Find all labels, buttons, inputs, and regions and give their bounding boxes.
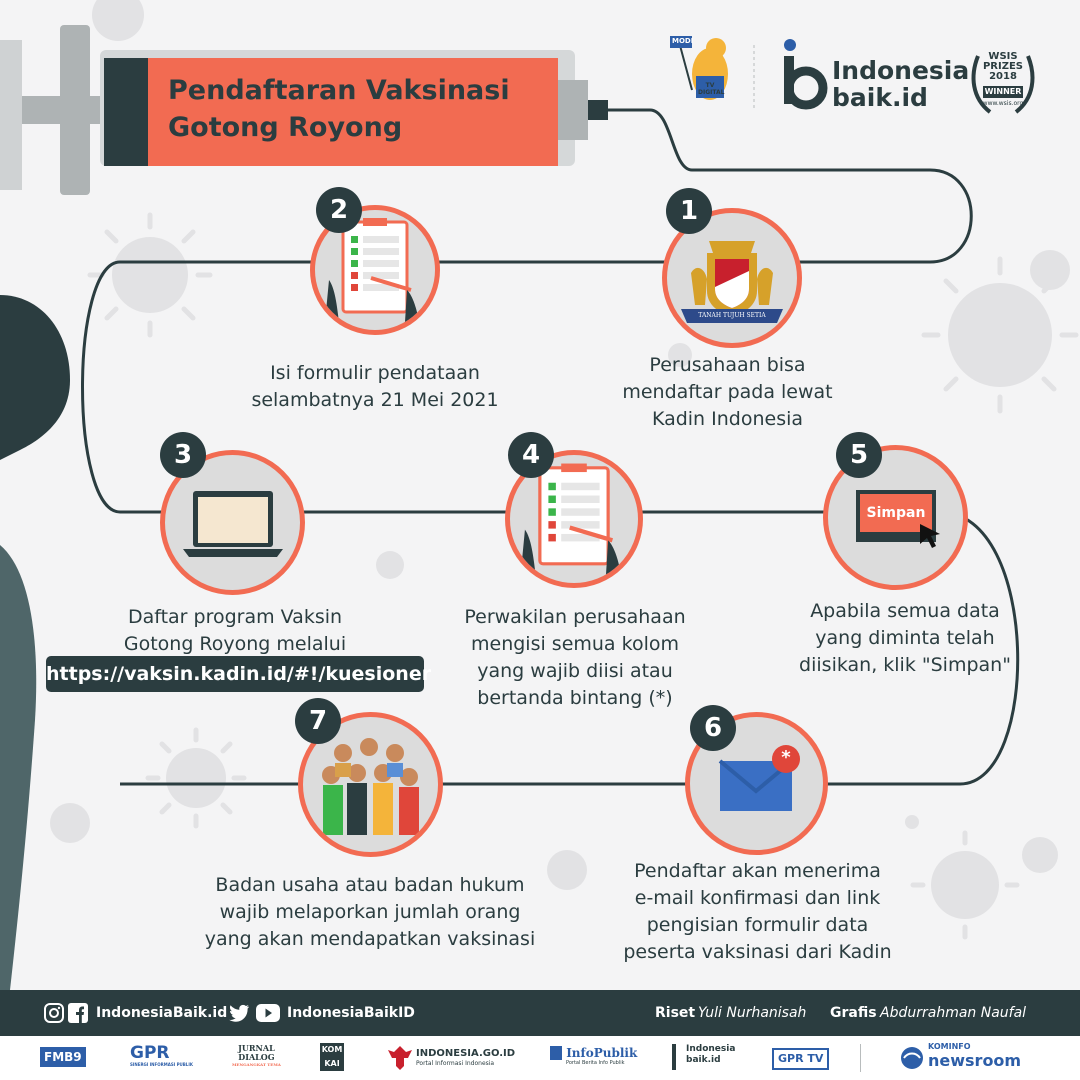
step-4-line-1: Perwakilan perusahaan bbox=[464, 606, 686, 628]
step-1-line-2: mendaftar pada lewat bbox=[622, 381, 833, 403]
award-line-1: WSIS bbox=[988, 51, 1018, 62]
step-6-badge: 6 bbox=[690, 705, 736, 751]
step-4-line-4: bertanda bintang (*) bbox=[477, 687, 673, 709]
step-1-badge: 1 bbox=[666, 188, 712, 234]
gpr-text: GPR bbox=[130, 1043, 170, 1063]
registration-url[interactable]: https://vaksin.kadin.id/#!/kuesioner bbox=[46, 656, 424, 692]
riset-label: Riset bbox=[655, 1005, 696, 1021]
partner-logos bbox=[0, 1036, 1080, 1080]
logo-indonesiabaik bbox=[672, 1044, 735, 1072]
ib-line-2: baik.id bbox=[686, 1055, 721, 1065]
step-3-badge: 3 bbox=[160, 432, 206, 478]
step-2-badge: 2 bbox=[316, 187, 362, 233]
jurnal-line-2: DIALOG bbox=[238, 1052, 275, 1062]
logo-gpr-tv: GPR TV bbox=[772, 1048, 829, 1070]
step-5-text bbox=[775, 598, 1035, 679]
social-handle-1[interactable]: IndonesiaBaik.id bbox=[96, 1005, 228, 1021]
kominfo-line-1: KOMINFO bbox=[928, 1042, 971, 1051]
twitter-icon[interactable] bbox=[228, 1004, 250, 1022]
kominfo-line-2: newsroom bbox=[928, 1051, 1022, 1070]
logo-infopublik bbox=[550, 1046, 637, 1074]
award-winner: WINNER bbox=[984, 87, 1022, 96]
step-6-text bbox=[610, 858, 905, 966]
motto-2: TUJUH bbox=[723, 312, 745, 319]
step-4-text bbox=[440, 604, 710, 712]
motto-3: SETIA bbox=[746, 312, 766, 319]
indonesia-go-text: INDONESIA.GO.ID bbox=[416, 1048, 516, 1059]
social-handle-2[interactable]: IndonesiaBaikID bbox=[287, 1005, 415, 1021]
step-3-line-1: Daftar program Vaksin bbox=[127, 606, 343, 628]
step-2-line-1: Isi formulir pendataan bbox=[270, 362, 480, 384]
step-5-badge: 5 bbox=[836, 432, 882, 478]
infopublik-mark bbox=[550, 1046, 562, 1060]
infopublik-sub: Portal Berita Info Publik bbox=[566, 1060, 625, 1066]
step-4-line-3: yang wajib diisi atau bbox=[477, 660, 673, 682]
footer-bar bbox=[0, 990, 1080, 1036]
mascot-logo bbox=[668, 30, 738, 110]
riset-name: Yuli Nurhanisah bbox=[698, 1005, 807, 1021]
award-line-3: 2018 bbox=[989, 71, 1017, 82]
kominfo-icon bbox=[900, 1046, 924, 1070]
logo-komkai: KOM KAI bbox=[320, 1043, 344, 1071]
logo-indonesia-go-id bbox=[416, 1048, 515, 1076]
award-line-2: PRIZES bbox=[982, 61, 1024, 72]
step-7-badge: 7 bbox=[295, 698, 341, 744]
ib-mark bbox=[672, 1044, 680, 1070]
motto-1: TANAH bbox=[698, 312, 722, 319]
grafis-name: Abdurrahman Naufal bbox=[880, 1005, 1027, 1021]
step-5-line-3: diisikan, klik "Simpan" bbox=[799, 654, 1011, 676]
jurnal-sub: MENGANGKAT TEMA bbox=[232, 1062, 281, 1067]
brand-line-2: baik.id bbox=[832, 83, 928, 112]
step-3-text bbox=[75, 604, 395, 658]
step-6-line-1: Pendaftar akan menerima bbox=[634, 860, 881, 882]
mail-badge: * bbox=[781, 747, 791, 768]
person-hair bbox=[0, 295, 70, 460]
wsis-award bbox=[966, 46, 1040, 120]
jurnal-line-1: JURNAL bbox=[238, 1043, 275, 1053]
emblem-motto bbox=[689, 310, 775, 322]
step-2-text bbox=[235, 360, 515, 414]
infopublik-text: InfoPublik bbox=[566, 1046, 638, 1060]
page-title bbox=[168, 72, 538, 146]
step-7-line-3: yang akan mendapatkan vaksinasi bbox=[204, 928, 536, 950]
cursor-icon bbox=[916, 520, 946, 550]
mascot-label: TV DIGITAL bbox=[698, 82, 725, 96]
indonesiabaik-icon bbox=[780, 38, 830, 110]
logo-gpr bbox=[130, 1044, 193, 1072]
brand-line-1: Indonesia bbox=[832, 56, 970, 85]
logo-jurnal-dialog bbox=[232, 1044, 281, 1072]
logo-fmb9: FMB9 bbox=[40, 1047, 86, 1067]
instagram-icon[interactable] bbox=[44, 1003, 64, 1023]
logo-divider bbox=[860, 1044, 861, 1072]
step-2-line-2: selambatnya 21 Mei 2021 bbox=[251, 389, 499, 411]
mascot-flag-text: MODI bbox=[672, 37, 694, 45]
facebook-icon[interactable] bbox=[68, 1003, 88, 1023]
step-5-line-1: Apabila semua data bbox=[810, 600, 1000, 622]
step-6-line-4: peserta vaksinasi dari Kadin bbox=[623, 941, 892, 963]
step-1-line-1: Perusahaan bisa bbox=[649, 354, 806, 376]
step-4-badge: 4 bbox=[508, 432, 554, 478]
youtube-icon[interactable] bbox=[256, 1004, 280, 1022]
step-7-line-1: Badan usaha atau badan hukum bbox=[215, 874, 525, 896]
award-url: www.wsis.org bbox=[982, 100, 1024, 107]
garuda-icon bbox=[388, 1044, 412, 1072]
gpr-sub: SINERGI INFORMASI PUBLIK bbox=[130, 1062, 193, 1067]
step-1-text bbox=[600, 352, 855, 433]
simpan-button: Simpan bbox=[860, 494, 932, 532]
step-5-line-2: yang diminta telah bbox=[815, 627, 995, 649]
step-1-line-3: Kadin Indonesia bbox=[651, 408, 804, 430]
step-6-line-3: pengisian formulir data bbox=[646, 914, 869, 936]
ib-line-1: Indonesia bbox=[686, 1044, 736, 1054]
grafis-label: Grafis bbox=[830, 1005, 877, 1021]
logo-kominfo-newsroom bbox=[928, 1042, 1021, 1070]
title-line-1: Pendaftaran Vaksinasi bbox=[168, 75, 510, 106]
title-line-2: Gotong Royong bbox=[168, 112, 403, 143]
step-7-text bbox=[190, 872, 550, 953]
step-4-line-2: mengisi semua kolom bbox=[471, 633, 679, 655]
brand-name bbox=[832, 57, 969, 111]
step-6-line-2: e-mail konfirmasi dan link bbox=[634, 887, 881, 909]
step-3-line-2: Gotong Royong melalui bbox=[123, 633, 347, 655]
step-7-line-2: wajib melaporkan jumlah orang bbox=[219, 901, 521, 923]
person-body bbox=[0, 545, 36, 990]
indonesia-go-sub: Portal Informasi Indonesia bbox=[416, 1060, 495, 1067]
